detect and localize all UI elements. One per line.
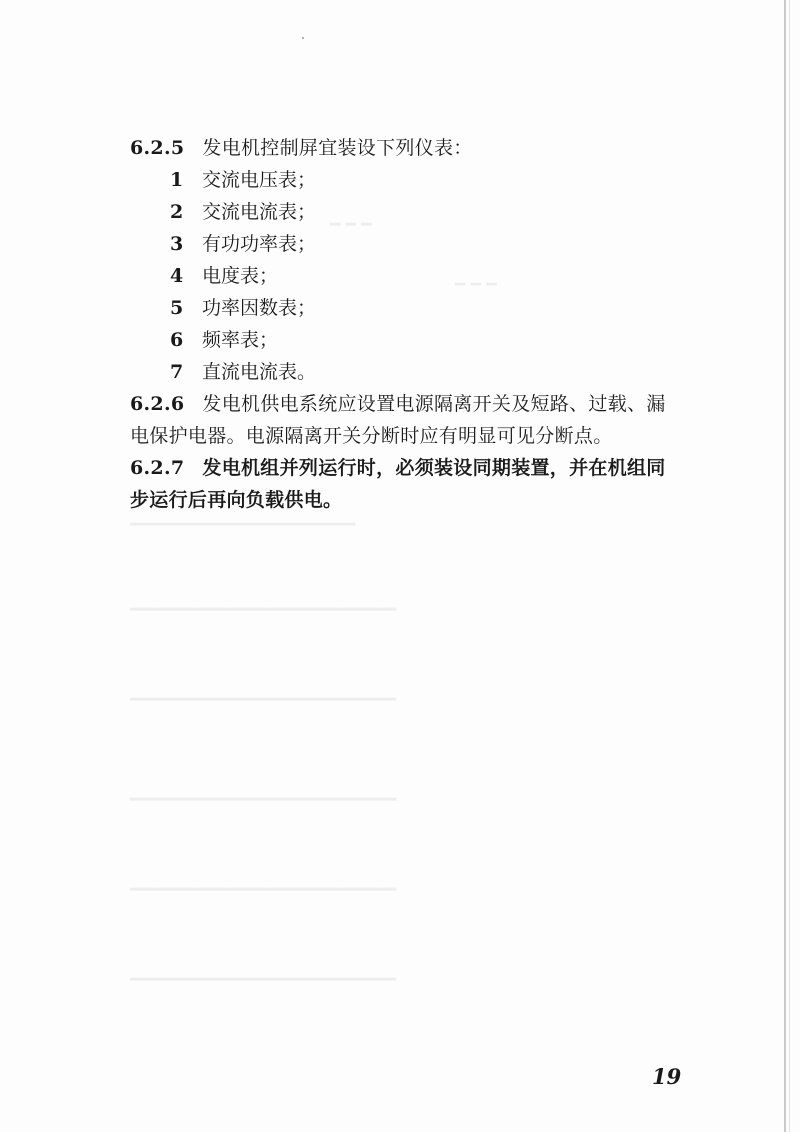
bleed-through: ━━━━━━━━━━━━━━━━━━━━━━━━━━	[130, 600, 397, 620]
list-item-number: 7	[170, 361, 184, 383]
clause-text-line1: 发电机组并列运行时，必须装设同期装置，并在机组同	[202, 457, 666, 479]
bleed-through: ━ ━ ━	[330, 215, 372, 235]
clause-line	[130, 388, 722, 420]
list-item-number: 5	[170, 297, 184, 319]
list-item-number: 6	[170, 329, 184, 351]
list-item	[130, 292, 722, 324]
bleed-through: ━━━━━━━━━━━━━━━━━━━━━━━━━━	[130, 970, 397, 990]
list-item	[130, 260, 722, 292]
list-item	[130, 324, 722, 356]
clause-6-2-5	[130, 132, 722, 164]
bleed-through: ━ ━ ━	[455, 275, 497, 295]
page-number: 19	[652, 1064, 682, 1089]
bleed-through: ━━━━━━━━━━━━━━━━━━━━━━	[130, 515, 356, 535]
clause-content	[130, 132, 722, 516]
clause-6-2-6	[130, 388, 722, 452]
list-item-text: 交流电流表；	[202, 201, 317, 223]
clause-line	[130, 452, 722, 484]
list-item-number: 4	[170, 265, 184, 287]
list-item-text: 有功功率表；	[202, 233, 317, 255]
list-item-text: 直流电流表。	[202, 361, 317, 383]
clause-text: 发电机控制屏宜装设下列仪表：	[202, 137, 473, 159]
clause-number: 6.2.5	[130, 137, 185, 159]
clause-number: 6.2.7	[130, 457, 185, 479]
list-item-text: 电度表；	[202, 265, 279, 287]
list-item	[130, 228, 722, 260]
clause-text-line2: 电保护电器。电源隔离开关分断时应有明显可见分断点。	[130, 425, 613, 447]
clause-line	[130, 420, 722, 452]
list-item	[130, 164, 722, 196]
clause-text-line2: 步运行后再向负载供电。	[130, 489, 343, 511]
list-item-number: 3	[170, 233, 184, 255]
clause-6-2-7	[130, 452, 722, 516]
list-item	[130, 356, 722, 388]
bleed-through: ━━━━━━━━━━━━━━━━━━━━━━━━━━	[130, 790, 397, 810]
page-edge-shadow	[784, 0, 786, 1132]
scan-speck	[302, 37, 304, 39]
list-item-text: 频率表；	[202, 329, 279, 351]
list-item-text: 功率因数表；	[202, 297, 317, 319]
bleed-through: ━━━━━━━━━━━━━━━━━━━━━━━━━━	[130, 880, 397, 900]
page-edge-line	[789, 0, 790, 1132]
list-item-text: 交流电压表；	[202, 169, 317, 191]
list-item-number: 1	[170, 169, 184, 191]
clause-number: 6.2.6	[130, 393, 185, 415]
list-item	[130, 196, 722, 228]
bleed-through: ━━━━━━━━━━━━━━━━━━━━━━━━━━	[130, 690, 397, 710]
list-item-number: 2	[170, 201, 184, 223]
clause-text-line1: 发电机供电系统应设置电源隔离开关及短路、过载、漏	[202, 393, 666, 415]
clause-line	[130, 484, 722, 516]
